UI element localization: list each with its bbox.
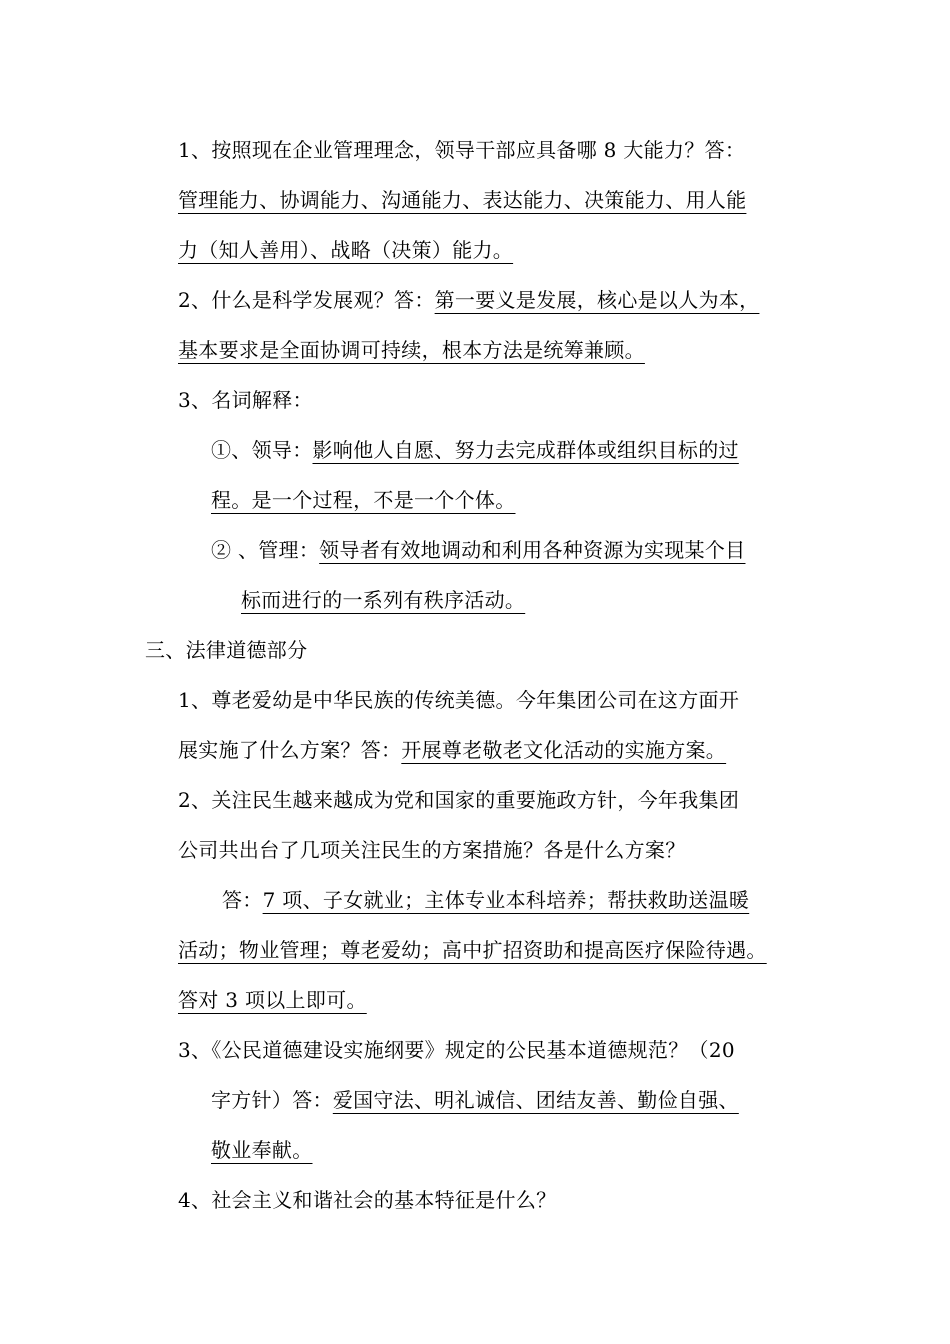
q2-answer-line2: 基本要求是全面协调可持续，根本方法是统筹兼顾。 <box>178 338 645 362</box>
s3q1-answer: 开展尊老敬老文化活动的实施方案。 <box>401 738 727 762</box>
q3-item1-line2: 程。是一个过程，不是一个个体。 <box>211 488 516 512</box>
s3q4-line1: 4、社会主义和谐社会的基本特征是什么？ <box>178 1188 557 1212</box>
s3q3-answer-line3: 敬业奉献。 <box>211 1138 313 1162</box>
s3q1-line2 <box>178 736 726 764</box>
q1-answer-line2: 力（知人善用）、战略（决策）能力。 <box>178 238 514 262</box>
s3q3-line2 <box>211 1086 739 1114</box>
q3-item1-definition: 影响他人自愿、努力去完成群体或组织目标的过 <box>312 438 739 462</box>
s3q1-question-tail: 展实施了什么方案？答： <box>178 738 402 762</box>
q2-line1 <box>178 286 759 314</box>
q3-question: 3、名词解释： <box>178 388 313 412</box>
s3q3-line1: 3、《公民道德建设实施纲要》规定的公民基本道德规范？（20 <box>178 1038 735 1062</box>
q3-item1-line1 <box>211 436 739 464</box>
q3-item2-label: ② 、管理： <box>211 538 320 562</box>
s3q2-line2: 公司共出台了几项关注民生的方案措施？各是什么方案？ <box>178 838 686 862</box>
q1-question: 1、按照现在企业管理理念，领导干部应具备哪 8 大能力？答： <box>178 138 746 162</box>
s3q2-answer-line1 <box>222 886 749 914</box>
s3q3-answer: 爱国守法、明礼诚信、团结友善、勤俭自强、 <box>332 1088 739 1112</box>
q3-item1-label: ①、领导： <box>211 438 313 462</box>
q3-item2-definition: 领导者有效地调动和利用各种资源为实现某个目 <box>319 538 746 562</box>
q3-item2-line2: 标而进行的一系列有秩序活动。 <box>241 588 526 612</box>
q1-answer-line1: 管理能力、协调能力、沟通能力、表达能力、决策能力、用人能 <box>178 188 747 212</box>
s3q2-answer-prefix: 答： <box>222 888 263 912</box>
s3q2-line1: 2、关注民生越来越成为党和国家的重要施政方针，今年我集团 <box>178 788 740 812</box>
s3q1-line1: 1、尊老爱幼是中华民族的传统美德。今年集团公司在这方面开 <box>178 688 740 712</box>
s3q3-question-tail: 字方针）答： <box>211 1088 333 1112</box>
s3q2-answer-line3: 答对 3 项以上即可。 <box>178 988 367 1012</box>
s3q2-answer-line2: 活动；物业管理；尊老爱幼；高中扩招资助和提高医疗保险待遇。 <box>178 938 767 962</box>
s3q2-answer-text: 7 项、子女就业；主体专业本科培养；帮扶救助送温暖 <box>262 888 750 912</box>
q3-item2-line1 <box>211 536 745 564</box>
section-heading: 三、法律道德部分 <box>145 638 308 662</box>
q2-answer-line1: 第一要义是发展，核心是以人为本， <box>434 288 760 312</box>
q2-question: 2、什么是科学发展观？答： <box>178 288 435 312</box>
